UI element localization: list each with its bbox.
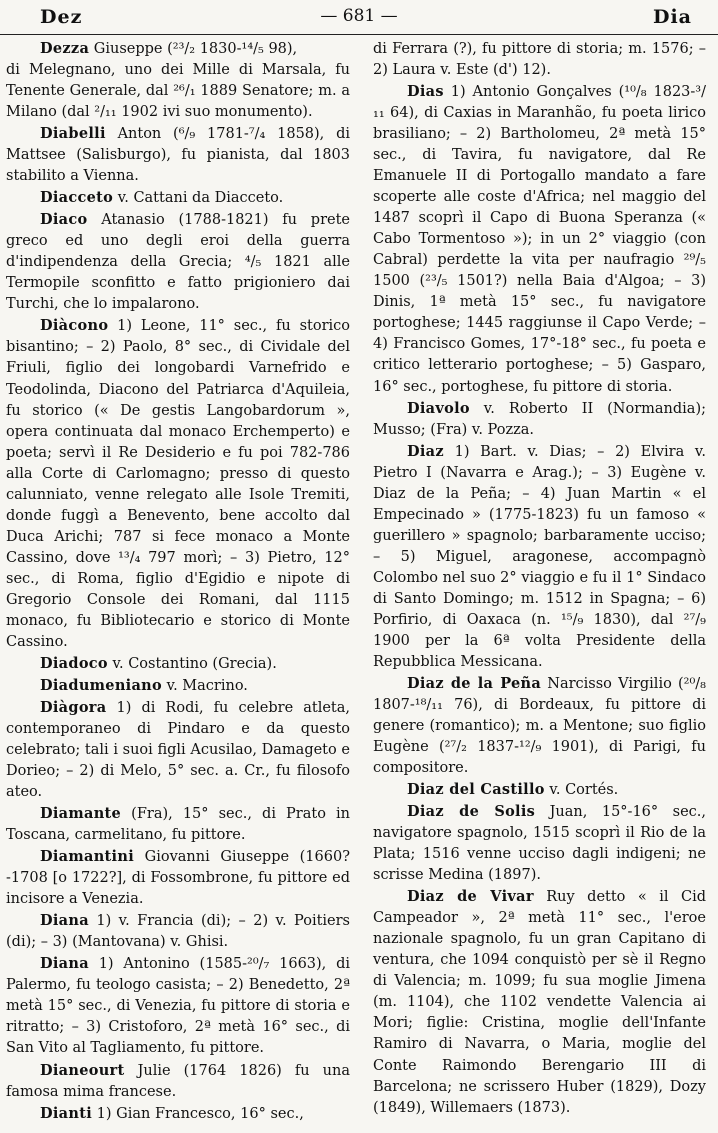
- entry-headword: Dianti: [40, 1104, 93, 1122]
- dictionary-entry: [6, 209, 350, 315]
- entry-headword: Diamante: [40, 805, 122, 823]
- dictionary-entry: [6, 910, 350, 953]
- entry-headword: Diamantini: [40, 848, 135, 866]
- entry-headword: Diabelli: [40, 125, 106, 143]
- entry-text: 1) Antonio Gonçalves (¹⁰/₈ 1823-³/₁₁ 64), di Caxias in Maranhão, fu poeta lirico brasiliano; – 2) Bartholomeu, 2ª metà 15° sec., di Tavira, fu navigatore, dal Re Emanuele II di Portogallo mandato a fare scoperte alle coste d'Africa; nel maggio del 1487 scoprì il Capo di Buona Speranza (« Cabo Tormentoso »); in un 2° viaggio (con Cabral) perdette la vita per naufragio ²⁹/₅ 1500 (²³/₅ 1501?) nella Baia d'Algoa; – 3) Dinis, 1ª metà 15° sec., fu navigatore portoghese; 1445 raggiunse il Capo Verde; – 4) Francisco Gomes, 17°-18° sec., fu poeta e critico letterario portoghese; – 5) Gasparo, 16° sec., portoghese, fu pittore di storia.: [373, 84, 706, 395]
- entry-text: Giovanni Giuseppe (1660?-1708 [o 1722?], di Fossombrone, fu pittore ed incisore a Venezia.: [6, 849, 350, 908]
- entry-headword: Dianeourt: [40, 1061, 125, 1079]
- dictionary-entry: [6, 803, 350, 846]
- entry-text: v. Costantino (Grecia).: [107, 655, 277, 672]
- dictionary-entry: [6, 653, 350, 675]
- entry-text: 1) Antonino (1585-²⁰/₇ 1663), di Palermo, fu teologo casista; – 2) Benedetto, 2ª metà 15° sec., di Venezia, fu pittore di storia e ritratto; – 3) Cristoforo, 2ª metà 16° sec., di San Vito al Tagliamento, fu pittore.: [6, 956, 350, 1057]
- entry-text: 1) di Rodi, fu celebre atleta, contemporaneo di Pindaro e da questo celebrato; tali i suoi figli Acusilao, Damageto e Dorieo; – 2) di Melo, 5° sec. a. Cr., fu filosofo ateo.: [6, 699, 350, 801]
- entry-headword: Diavolo: [407, 399, 470, 417]
- dictionary-entry: [6, 846, 350, 910]
- entry-text: Giuseppe (²³/₂ 1830-¹⁴/₅ 98), di Melegnano, uno dei Mille di Marsala, fu Tenente Generale, dal ²⁶/₁ 1889 Senatore; m. a Milano (dal ²/₁₁ 1902 ivi suo monumento).: [6, 41, 350, 121]
- right-column: [373, 38, 706, 1119]
- dictionary-entry: [373, 801, 706, 886]
- entry-text: 1) v. Francia (di); – 2) v. Poitiers (di); – 3) (Mantovana) v. Ghisi.: [6, 913, 350, 951]
- page-number: — 681 —: [320, 6, 398, 26]
- entry-headword: Diàgora: [40, 698, 107, 716]
- entry-text: Narcisso Virgilio (²⁰/₈ 1807-¹⁸/₁₁ 76), di Bordeaux, fu pittore di genere (romantico); m. a Mentone; suo figlio Eugène (²⁷/₂ 1837-¹²/₉ 1901), di Parigi, fu compositore.: [373, 675, 706, 777]
- entry-text: v. Cortés.: [544, 782, 619, 799]
- entry-text: 1) Gian Francesco, 16° sec.,: [92, 1105, 304, 1122]
- entry-headword: Diaz del Castillo: [407, 781, 545, 799]
- entry-headword: Diaz de Solis: [407, 803, 536, 821]
- entry-headword: Diana: [40, 955, 89, 973]
- entry-headword: Diaz de la Peña: [407, 674, 542, 692]
- entry-text: (Fra), 15° sec., di Prato in Toscana, carmelitano, fu pittore.: [6, 806, 350, 844]
- dictionary-entry: [6, 697, 350, 803]
- entry-headword: Diadoco: [40, 654, 108, 672]
- entry-headword: Dezza: [40, 40, 90, 57]
- dictionary-entry: [373, 779, 706, 801]
- entry-headword: Diaz: [407, 442, 444, 460]
- dictionary-entry: [6, 1060, 350, 1103]
- header-right-guideword: Dia: [652, 6, 692, 28]
- entry-text: v. Macrino.: [162, 677, 248, 694]
- dictionary-entry: [373, 81, 706, 397]
- dictionary-entry: [6, 38, 350, 123]
- entry-text: Anton (⁶/₉ 1781-⁷/₄ 1858), di Mattsee (Salisburgo), fu pianista, dal 1803 stabilito a Vienna.: [6, 126, 350, 185]
- entry-headword: Diadumeniano: [40, 676, 162, 694]
- dictionary-entry: [373, 441, 706, 673]
- entry-headword: Diana: [40, 912, 89, 930]
- page-header: [0, 0, 718, 35]
- dictionary-entry: [373, 886, 706, 1118]
- dictionary-entry: [6, 675, 350, 697]
- entry-text: Julie (1764 1826) fu una famosa mima francese.: [6, 1062, 350, 1100]
- entry-text: 1) Leone, 11° sec., fu storico bisantino; – 2) Paolo, 8° sec., di Cividale del Friuli, figlio dei longobardi Varnefrido e Teodolinda, Diacono del Patriarca d'Aquileia, fu storico (« De gestis Langobardorum », opera continuata dal monaco Erchemperto) e poeta; servì il Re Desiderio e fu poi 782-786 alla Corte di Carlomagno; presso di questo calunniato, venne relegato alle Isole Tremiti, donde fuggì a Benevento, bene accolto dal Duca Arichi; 787 si fece monaco a Monte Cassino, dove ¹³/₄ 797 morì; – 3) Pietro, 12° sec., di Roma, figlio d'Egidio e nipote di Gregorio Console dei Romani, dal 1115 monaco, fu Bibliotecario e storico di Monte Cassino.: [6, 318, 350, 650]
- entry-text: v. Cattani da Diacceto.: [113, 190, 284, 207]
- entry-text: 1) Bart. v. Dias; – 2) Elvira v. Pietro I (Navarra e Arag.); – 3) Eugène v. Diaz de la Peña; – 4) Juan Martin « el Empecinado » (1775-1823) fu un famoso « guerillero » spagnolo; barbaramente ucciso; – 5) Miguel, aragonese, accompagnò Colombo nel suo 2° viaggio e fu il 1° Sindaco di Santo Domingo; m. 1512 in Spagna; – 6) Porfirio, di Oaxaca (n. ¹⁵/₉ 1830), dal ²⁷/₉ 1900 per la 6ª volta Presidente della Repubblica Messicana.: [373, 443, 706, 670]
- entry-headword: Diaz de Vivar: [407, 888, 534, 906]
- dictionary-entry: [6, 315, 350, 653]
- left-column: [6, 38, 350, 1125]
- dictionary-entry: [373, 398, 706, 441]
- dictionary-entry: [6, 187, 350, 209]
- dictionary-entry: [6, 953, 350, 1059]
- dictionary-entry: [373, 673, 706, 779]
- dictionary-entry: [6, 1103, 350, 1125]
- entry-text: Ruy detto « il Cid Campeador », 2ª metà 11° sec., l'eroe nazionale spagnolo, fu un gran Capitano di ventura, che 1094 conquistò per sè il Regno di Valencia; m. 1099; fu sua moglie Jimena (m. 1104), che 1102 vendette Valencia ai Mori; figlie: Cristina, moglie dell'Infante Ramiro di Navarra, o Maria, moglie del Conte Raimondo Berengario III di Barcelona; ne scrissero Huber (1829), Dozy (1849), Willemaers (1873).: [373, 889, 706, 1116]
- dictionary-entry: [6, 123, 350, 187]
- dictionary-entry: [373, 38, 706, 81]
- entry-headword: Diacceto: [40, 189, 114, 207]
- entry-text: v. Roberto II (Normandia); Musso; (Fra) v. Pozza.: [373, 400, 706, 438]
- entry-headword: Dias: [407, 83, 444, 101]
- entry-text: di Ferrara (?), fu pittore di storia; m. 1576; – 2) Laura v. Este (d') 12).: [373, 41, 706, 79]
- entry-text: Atanasio (1788-1821) fu prete greco ed uno degli eroi della guerra d'indipendenza della Grecia; ⁴/₅ 1821 alle Termopile sconfitto e fatto prigioniero dai Turchi, che lo impalarono.: [6, 212, 350, 313]
- entry-headword: Diaco: [40, 211, 88, 229]
- entry-text: Juan, 15°-16° sec., navigatore spagnolo, 1515 scoprì il Rio de la Plata; 1516 venne ucciso dagli indigeni; ne scrisse Medina (1897).: [373, 804, 706, 884]
- entry-headword: Diàcono: [40, 317, 109, 335]
- header-left-guideword: Dez: [40, 6, 83, 28]
